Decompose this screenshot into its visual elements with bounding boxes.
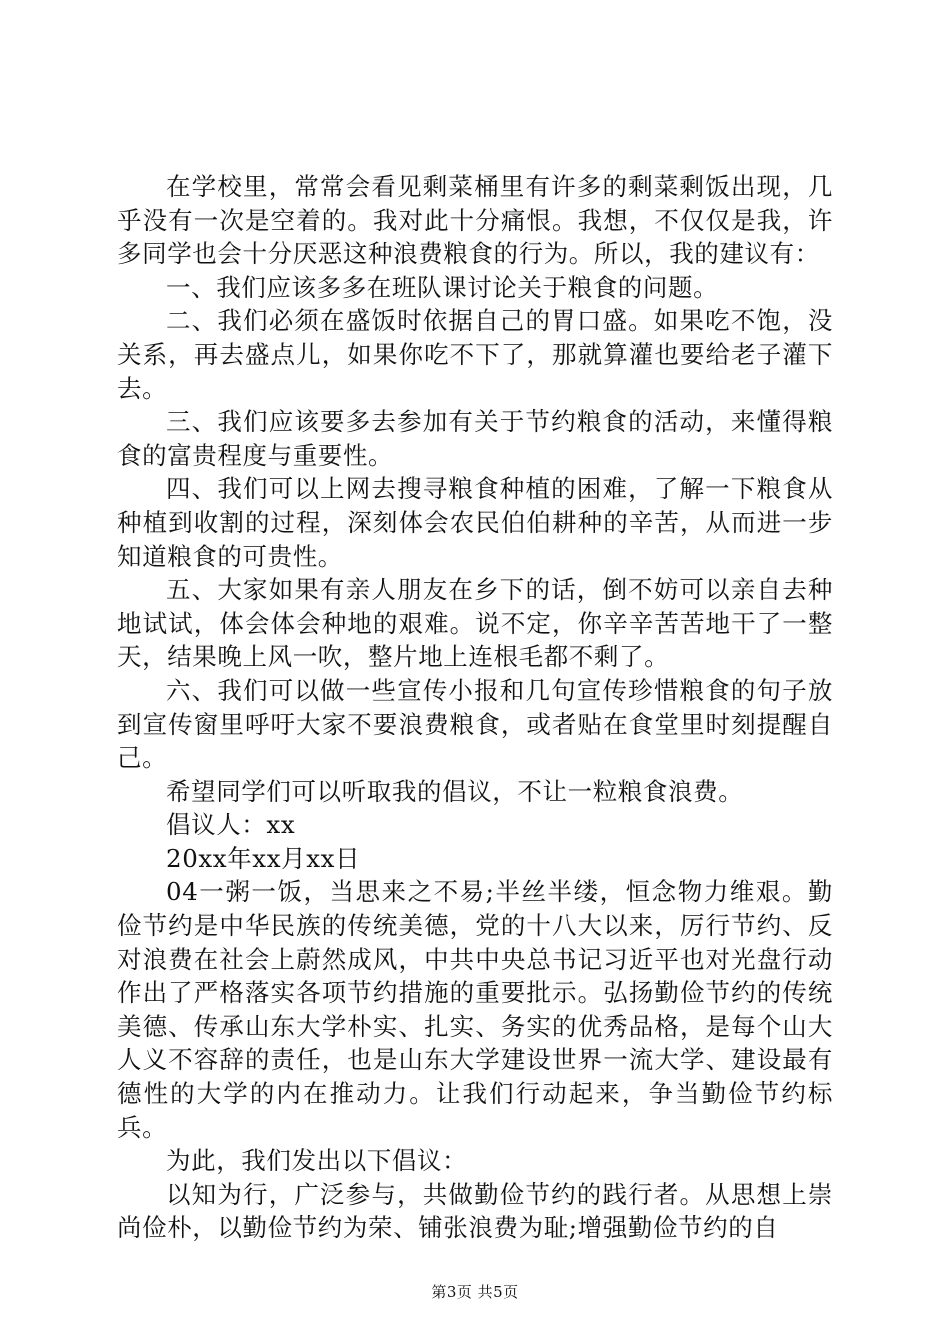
paragraph-suggestion-5: 五、大家如果有亲人朋友在乡下的话，倒不妨可以亲自去种地试试，体会体会种地的艰难。说不定，你辛辛苦苦地干了一整天，结果晚上风一吹，整片地上连根毛都不剩了。 <box>117 575 833 672</box>
paragraph-proposal-1: 以知为行，广泛参与，共做勤俭节约的践行者。从思想上崇尚俭朴，以勤俭节约为荣、铺张浪费为耻;增强勤俭节约的自 <box>117 1179 833 1243</box>
page-number-footer: 第3页 共5页 <box>431 1283 519 1301</box>
paragraph-section-04: 04一粥一饭，当思来之不易;半丝半缕，恒念物力维艰。勤俭节约是中华民族的传统美德，党的十八大以来，厉行节约、反对浪费在社会上蔚然成风，中共中央总书记习近平也对光盘行动作出了严格落实各项节约措施的重要批示。弘扬勤俭节约的传统美德、传承山东大学朴实、扎实、务实的优秀品格，是每个山大人义不容辞的责任，也是山东大学建设世界一流大学、建设最有德性的大学的内在推动力。让我们行动起来，争当勤俭节约标兵。 <box>117 877 833 1142</box>
paragraph-closing: 希望同学们可以听取我的倡议，不让一粒粮食浪费。 <box>166 776 744 806</box>
paragraph-proposal-lead: 为此，我们发出以下倡议： <box>166 1146 468 1176</box>
paragraph-intro: 在学校里，常常会看见剩菜桶里有许多的剩菜剩饭出现，几乎没有一次是空着的。我对此十分痛恨。我想，不仅仅是我，许多同学也会十分厌恶这种浪费粮食的行为。所以，我的建议有： <box>117 172 833 269</box>
paragraph-suggestion-2: 二、我们必须在盛饭时依据自己的胃口盛。如果吃不饱，没关系，再去盛点儿，如果你吃不下了，那就算灌也要给老子灌下去。 <box>117 306 833 403</box>
paragraph-suggestion-6: 六、我们可以做一些宣传小报和几句宣传珍惜粮食的句子放到宣传窗里呼吁大家不要浪费粮食，或者贴在食堂里时刻提醒自己。 <box>117 675 833 773</box>
signature-date: 20xx年xx月xx日 <box>166 843 361 873</box>
paragraph-suggestion-3: 三、我们应该要多去参加有关于节约粮食的活动，来懂得粮食的富贵程度与重要性。 <box>117 407 833 470</box>
paragraph-suggestion-1: 一、我们应该多多在班队课讨论关于粮食的问题。 <box>166 272 719 302</box>
document-body <box>117 170 833 1245</box>
paragraph-suggestion-4: 四、我们可以上网去搜寻粮食种植的困难，了解一下粮食从种植到收割的过程，深刻体会农民伯伯耕种的辛苦，从而进一步知道粮食的可贵性。 <box>117 474 833 571</box>
signature-proposer: 倡议人：xx <box>166 810 296 840</box>
